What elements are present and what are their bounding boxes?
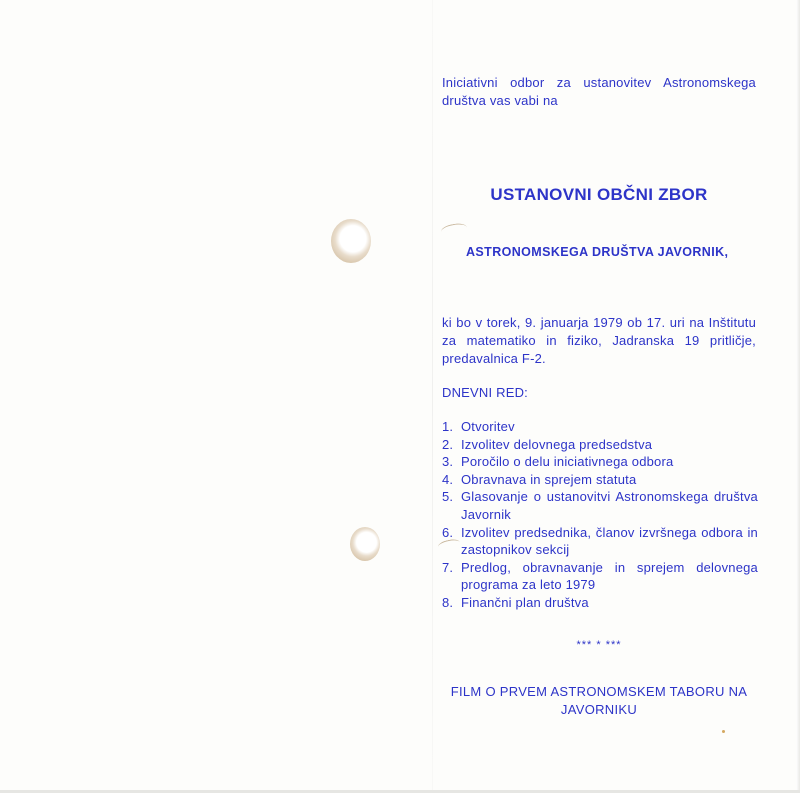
- agenda-item: [442, 488, 758, 523]
- agenda-item-text: Obravnava in sprejem statuta: [461, 471, 637, 487]
- paper-tear-upper: [440, 222, 468, 237]
- agenda-item-number: 7.: [442, 559, 454, 575]
- agenda-list: [442, 418, 758, 612]
- agenda-item: [442, 436, 758, 454]
- agenda-item-text: Predlog, obravnavanje in sprejem delovnega programa za leto 1979: [461, 559, 758, 593]
- agenda-item: [442, 418, 758, 436]
- section-separator: *** * ***: [576, 639, 622, 651]
- agenda-item-number: 2.: [442, 436, 454, 452]
- agenda-item-text: Otvoritev: [461, 419, 515, 434]
- agenda-item-text: Finančni plan društva: [461, 594, 589, 610]
- paper-speck: [722, 730, 725, 733]
- punch-hole-upper: [331, 219, 371, 263]
- agenda-item: [442, 471, 758, 489]
- agenda-item-number: 8.: [442, 594, 454, 610]
- closing-announcement: FILM O PRVEM ASTRONOMSKEM TABORU NA JAVORNIKU: [450, 684, 748, 717]
- agenda-item-text: Izvolitev delovnega predsedstva: [461, 436, 653, 452]
- agenda-item: [442, 559, 758, 594]
- agenda-item: [442, 594, 758, 612]
- intro-text: Iniciativni odbor za ustanovitev Astronomskega društva vas vabi na: [442, 75, 756, 108]
- agenda-item: [442, 524, 758, 559]
- agenda-item-number: 3.: [442, 454, 454, 470]
- punch-hole-lower: [350, 527, 380, 561]
- agenda-item-number: 4.: [442, 471, 454, 487]
- agenda-heading: DNEVNI RED:: [442, 385, 528, 400]
- agenda-item-number: 5.: [442, 489, 454, 505]
- event-title: USTANOVNI OBČNI ZBOR: [490, 185, 708, 204]
- agenda-item-text: Glasovanje o ustanovitvi Astronomskega društva Javornik: [461, 489, 758, 522]
- paper-edge-right: [796, 0, 800, 793]
- fold-crease: [432, 0, 433, 793]
- agenda-item: [442, 453, 758, 471]
- event-details: ki bo v torek, 9. januarja 1979 ob 17. uri na Inštitutu za matematiko in fiziko, Jadranska 19 pritličje, predavalnica F-2.: [442, 315, 756, 366]
- event-subtitle: ASTRONOMSKEGA DRUŠTVA JAVORNIK,: [466, 245, 729, 259]
- agenda-item-number: 1.: [442, 419, 454, 434]
- agenda-item-text: Izvolitev predsednika, članov izvršnega odbora in zastopnikov sekcij: [461, 524, 758, 558]
- agenda-item-number: 6.: [442, 524, 454, 540]
- agenda-item-text: Poročilo o delu iniciativnega odbora: [461, 454, 674, 470]
